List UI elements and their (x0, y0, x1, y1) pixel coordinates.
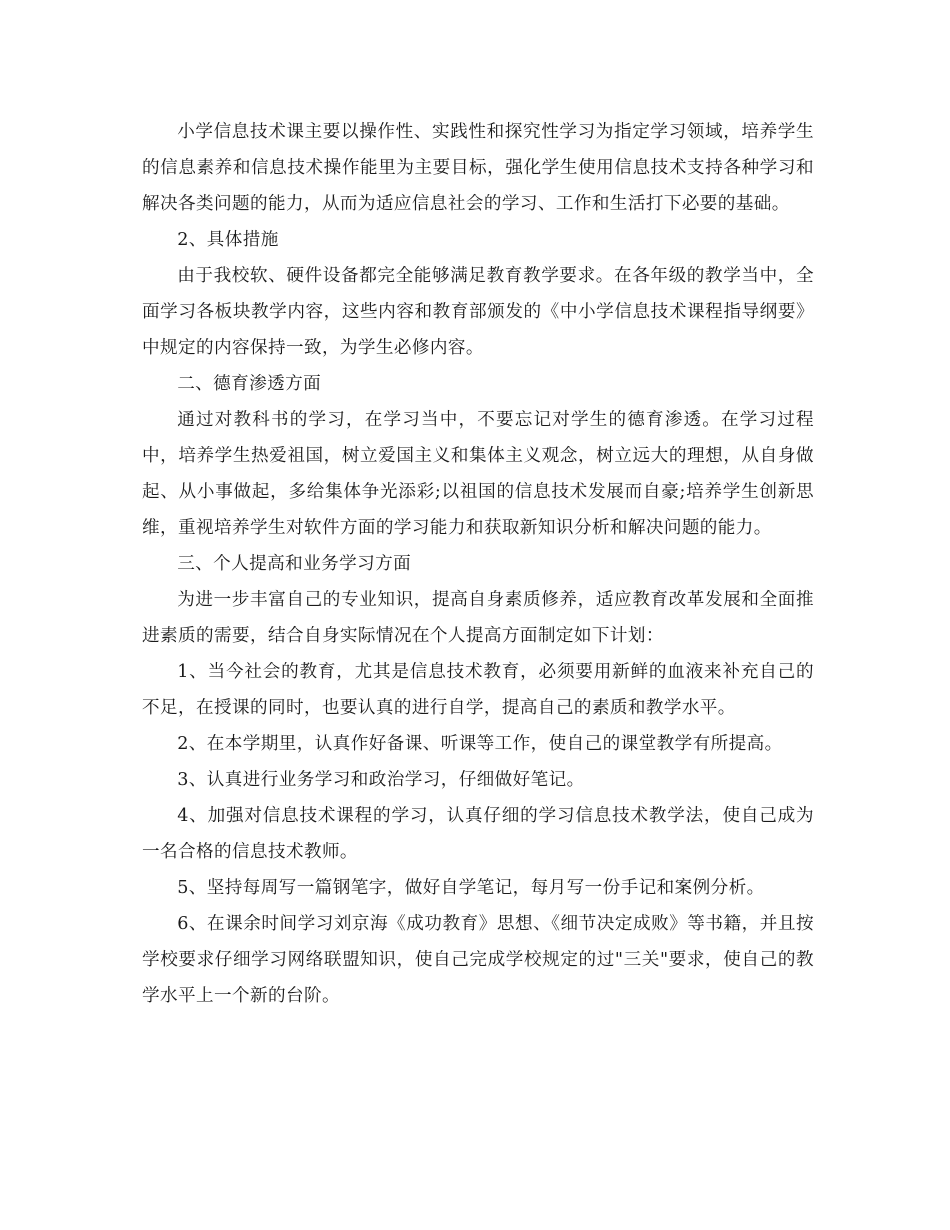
plan-item-4: 4、加强对信息技术课程的学习，认真仔细的学习信息技术教学法，使自己成为一名合格的信息技术教师。 (142, 806, 814, 862)
plan-item-6: 6、在课余时间学习刘京海《成功教育》思想、《细节决定成败》等书籍，并且按学校要求仔细学习网络联盟知识，使自己完成学校规定的过"三关"要求，使自己的教学水平上一个新的台阶。 (142, 914, 814, 1006)
document-body (142, 114, 814, 1014)
paragraph-moral-education: 通过对教科书的学习，在学习当中，不要忘记对学生的德育渗透。在学习过程中，培养学生热爱祖国，树立爱国主义和集体主义观念，树立远大的理想，从自身做起、从小事做起，多给集体争光添彩;以祖国的信息技术发展而自豪;培养学生创新思维，重视培养学生对软件方面的学习能力和获取新知识分析和解决问题的能力。 (142, 410, 814, 538)
plan-item-1: 1、当今社会的教育，尤其是信息技术教育，必须要用新鲜的血液来补充自己的不足，在授课的同时，也要认真的进行自学，提高自己的素质和教学水平。 (142, 662, 814, 718)
plan-item-5: 5、坚持每周写一篇钢笔字，做好自学笔记，每月写一份手记和案例分析。 (177, 878, 765, 898)
paragraph-measures: 由于我校软、硬件设备都完全能够满足教育教学要求。在各年级的教学当中，全面学习各板块教学内容，这些内容和教育部颁发的《中小学信息技术课程指导纲要》中规定的内容保持一致，为学生必修内容。 (142, 266, 814, 358)
plan-item-3: 3、认真进行业务学习和政治学习，仔细做好笔记。 (177, 770, 585, 790)
plan-item-2: 2、在本学期里，认真作好备课、听课等工作，使自己的课堂教学有所提高。 (177, 734, 783, 754)
paragraph-personal-improvement: 为进一步丰富自己的专业知识，提高自身素质修养，适应教育改革发展和全面推进素质的需要，结合自身实际情况在个人提高方面制定如下计划： (142, 590, 814, 646)
heading-specific-measures: 2、具体措施 (177, 230, 279, 250)
heading-moral-education: 二、德育渗透方面 (177, 374, 322, 394)
paragraph-intro: 小学信息技术课主要以操作性、实践性和探究性学习为指定学习领域，培养学生的信息素养和信息技术操作能里为主要目标，强化学生使用信息技术支持各种学习和解决各类问题的能力，从而为适应信息社会的学习、工作和生活打下必要的基础。 (142, 122, 814, 214)
heading-personal-improvement: 三、个人提高和业务学习方面 (177, 554, 412, 574)
